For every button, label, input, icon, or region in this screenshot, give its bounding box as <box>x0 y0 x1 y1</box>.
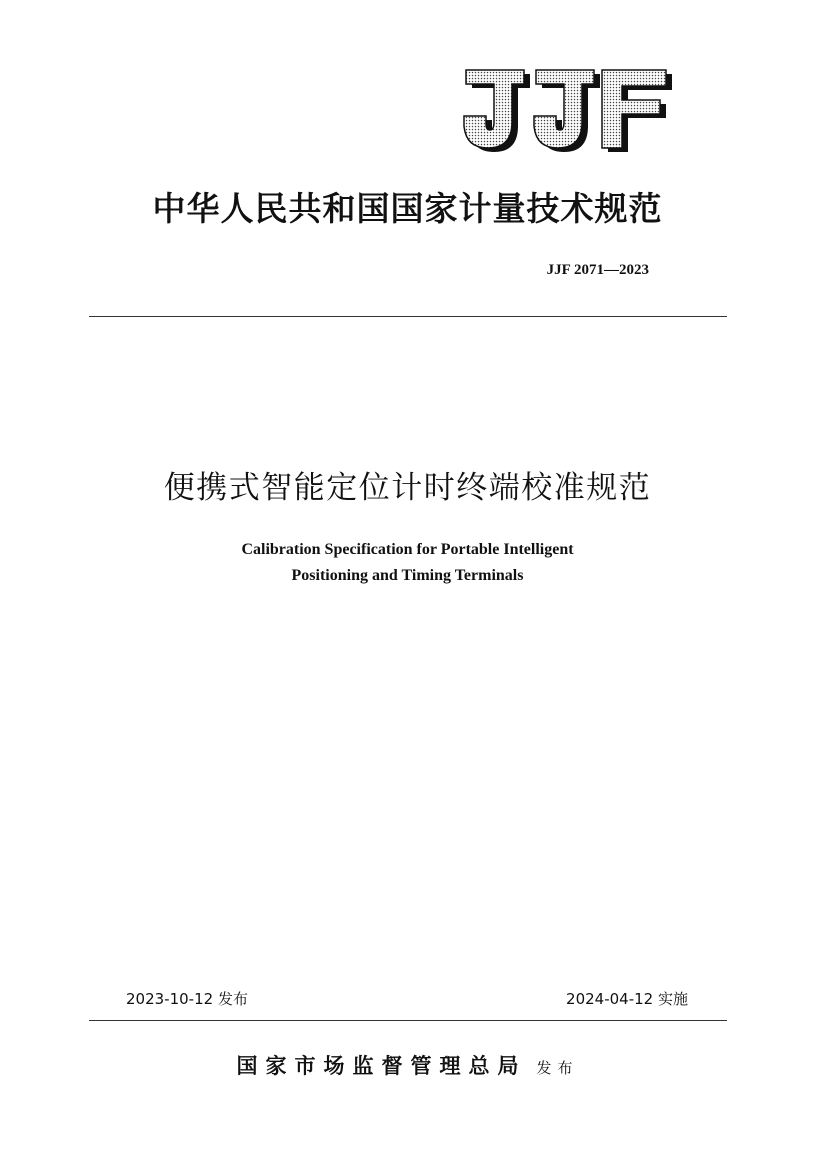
title-english-line1: Calibration Specification for Portable Intelligent <box>241 541 574 558</box>
effective-date: 2024-04-12 实施 <box>566 990 688 1008</box>
top-divider <box>89 316 727 317</box>
jjf-logo-icon <box>462 68 674 156</box>
bottom-divider <box>89 1020 727 1021</box>
issue-date: 2023-10-12 发布 <box>126 990 248 1008</box>
title-chinese: 便携式智能定位计时终端校准规范 <box>163 470 652 506</box>
issuer-line <box>0 1050 815 1080</box>
title-english-line2: Positioning and Timing Terminals <box>291 567 524 584</box>
org-title: 中华人民共和国国家计量技术规范 <box>152 189 663 228</box>
document-code: JJF 2071—2023 <box>546 262 649 278</box>
issuer-name: 国家市场监督管理总局 <box>236 1053 527 1078</box>
issuer-action: 发布 <box>536 1059 579 1077</box>
title-english <box>0 537 815 589</box>
